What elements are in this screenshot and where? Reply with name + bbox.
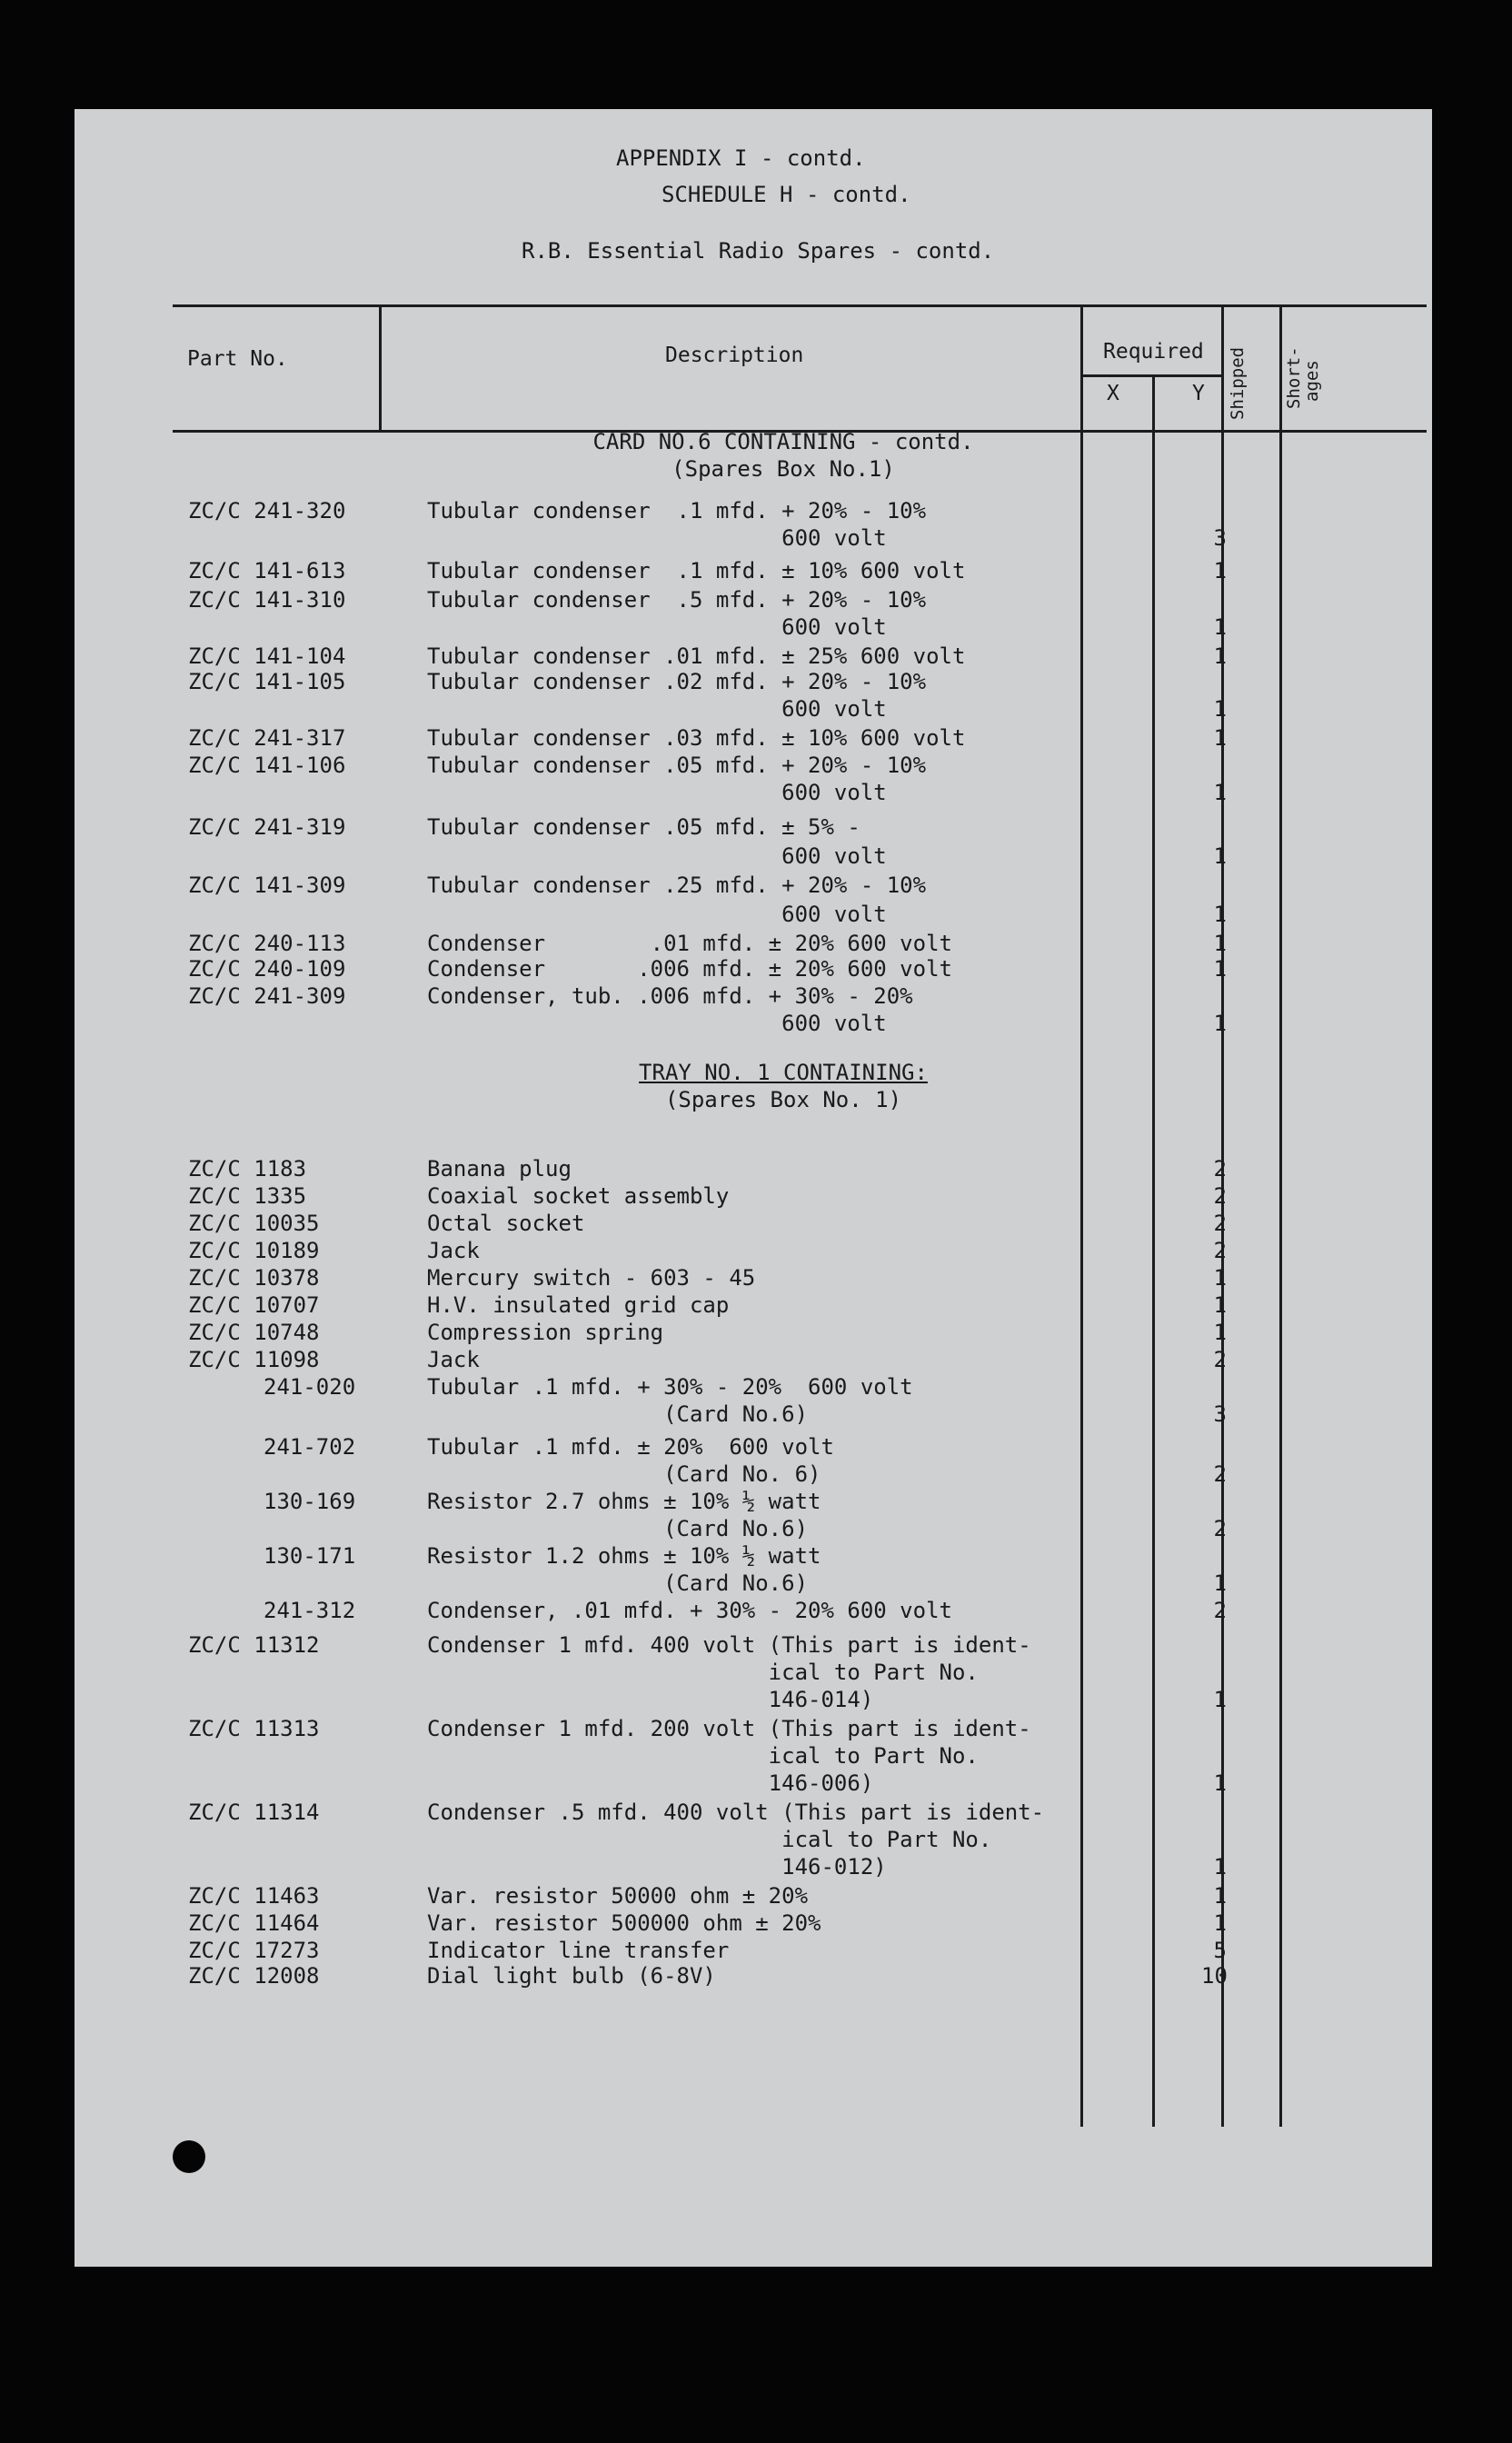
table-row xyxy=(75,1770,1432,1798)
description-cell: Var. resistor 50000 ohm ± 20% xyxy=(427,1883,809,1909)
part-number-cell: 241-312 xyxy=(264,1598,356,1623)
column-y: Y xyxy=(1192,382,1205,405)
description-cell: 600 volt xyxy=(427,780,887,805)
table-row xyxy=(75,669,1432,696)
required-y-cell: 1 xyxy=(1213,1910,1227,1936)
description-cell: Tubular .1 mfd. ± 20% 600 volt xyxy=(427,1434,834,1460)
description-cell: Compression spring xyxy=(427,1320,664,1345)
description-cell: Tubular condenser .05 mfd. ± 5% - xyxy=(427,814,860,840)
required-y-cell: 2 xyxy=(1213,1461,1227,1487)
table-row xyxy=(75,1320,1432,1347)
part-number-cell: ZC/C 12008 xyxy=(188,1963,320,1989)
required-y-cell: 1 xyxy=(1213,931,1227,956)
required-y-cell: 2 xyxy=(1213,1183,1227,1209)
table-row xyxy=(75,1543,1432,1570)
description-cell: Tubular .1 mfd. + 30% - 20% 600 volt xyxy=(427,1374,913,1400)
required-y-cell: 1 xyxy=(1213,1320,1227,1345)
description-cell: ical to Part No. xyxy=(427,1743,979,1769)
description-cell: Condenser .006 mfd. ± 20% 600 volt xyxy=(427,956,952,982)
table-row xyxy=(75,1011,1432,1038)
required-y-cell: 1 xyxy=(1213,1011,1227,1036)
part-number-cell: ZC/C 10707 xyxy=(188,1292,320,1318)
table-row xyxy=(75,725,1432,753)
required-y-cell: 1 xyxy=(1213,1687,1227,1712)
column-shortages-line1: Short- xyxy=(1284,346,1304,409)
table-row xyxy=(75,1963,1432,1990)
description-cell: 600 volt xyxy=(427,525,887,551)
table-row xyxy=(75,1156,1432,1183)
required-y-cell: 1 xyxy=(1213,1570,1227,1596)
description-cell: Tubular condenser .25 mfd. + 20% - 10% xyxy=(427,872,927,898)
table-row xyxy=(75,1632,1432,1660)
description-cell: Resistor 1.2 ohms ± 10% ½ watt xyxy=(427,1543,821,1569)
appendix-heading: APPENDIX I - contd. xyxy=(616,145,866,171)
description-cell: Dial light bulb (6-8V) xyxy=(427,1963,716,1989)
column-x: X xyxy=(1107,382,1119,405)
required-y-cell: 2 xyxy=(1213,1156,1227,1182)
required-y-cell: 1 xyxy=(1213,780,1227,805)
part-desc-divider xyxy=(379,304,382,430)
required-y-cell: 3 xyxy=(1213,1401,1227,1427)
table-row xyxy=(75,1687,1432,1714)
description-cell: Coaxial socket assembly xyxy=(427,1183,730,1209)
part-number-cell: ZC/C 1335 xyxy=(188,1183,307,1209)
description-cell: Var. resistor 500000 ohm ± 20% xyxy=(427,1910,821,1936)
document-page xyxy=(75,109,1432,2267)
section-card6-heading: CARD NO.6 CONTAINING - contd. xyxy=(592,429,974,454)
table-row xyxy=(75,872,1432,900)
part-number-cell: ZC/C 141-310 xyxy=(188,587,346,613)
description-cell: Tubular condenser .1 mfd. + 20% - 10% xyxy=(427,498,927,524)
required-y-cell: 1 xyxy=(1213,1883,1227,1909)
description-cell: Condenser .01 mfd. ± 20% 600 volt xyxy=(427,931,952,956)
part-number-cell: ZC/C 10035 xyxy=(188,1211,320,1236)
required-y-cell: 1 xyxy=(1213,1770,1227,1796)
table-row xyxy=(75,753,1432,780)
description-cell: 600 volt xyxy=(427,696,887,722)
description-cell: Tubular condenser .1 mfd. ± 10% 600 volt xyxy=(427,558,966,583)
part-number-cell: ZC/C 240-113 xyxy=(188,931,346,956)
table-row xyxy=(75,931,1432,958)
table-row xyxy=(75,1827,1432,1854)
part-number-cell: ZC/C 11313 xyxy=(188,1716,320,1741)
required-y-cell: 2 xyxy=(1213,1211,1227,1236)
description-cell: ical to Part No. xyxy=(427,1827,992,1852)
description-cell: 146-006) xyxy=(427,1770,874,1796)
description-cell: Jack xyxy=(427,1238,480,1263)
table-row xyxy=(75,1434,1432,1461)
required-y-cell: 1 xyxy=(1213,1854,1227,1880)
description-cell: (Card No. 6) xyxy=(427,1461,821,1487)
table-row xyxy=(75,614,1432,642)
table-row xyxy=(75,1854,1432,1881)
table-row xyxy=(75,525,1432,553)
schedule-heading: SCHEDULE H - contd. xyxy=(662,182,911,207)
table-row xyxy=(75,1265,1432,1292)
punch-hole xyxy=(173,2140,205,2173)
section-card6-subheading: (Spares Box No.1) xyxy=(671,456,895,482)
part-number-cell: ZC/C 241-309 xyxy=(188,983,346,1009)
required-y-cell: 1 xyxy=(1213,956,1227,982)
description-cell: Jack xyxy=(427,1347,480,1372)
description-cell: 600 volt xyxy=(427,614,887,640)
part-number-cell: ZC/C 240-109 xyxy=(188,956,346,982)
part-number-cell: ZC/C 11098 xyxy=(188,1347,320,1372)
required-y-cell: 1 xyxy=(1213,696,1227,722)
required-y-cell: 1 xyxy=(1213,643,1227,669)
part-number-cell: ZC/C 17273 xyxy=(188,1938,320,1963)
required-y-cell: 1 xyxy=(1213,725,1227,751)
table-row xyxy=(75,643,1432,671)
description-cell: ical to Part No. xyxy=(427,1660,979,1685)
description-cell: Condenser 1 mfd. 400 volt (This part is ident- xyxy=(427,1632,1031,1658)
description-cell: 600 volt xyxy=(427,1011,887,1036)
part-number-cell: ZC/C 141-105 xyxy=(188,669,346,694)
description-cell: (Card No.6) xyxy=(427,1401,809,1427)
part-number-cell: ZC/C 11312 xyxy=(188,1632,320,1658)
part-number-cell: ZC/C 10378 xyxy=(188,1265,320,1291)
table-row xyxy=(75,1211,1432,1238)
column-shipped: Shipped xyxy=(1228,346,1248,420)
table-row xyxy=(75,587,1432,614)
description-cell: (Card No.6) xyxy=(427,1570,809,1596)
description-cell: 146-012) xyxy=(427,1854,887,1880)
table-row xyxy=(75,1598,1432,1625)
part-number-cell: ZC/C 10748 xyxy=(188,1320,320,1345)
table-row xyxy=(75,1570,1432,1598)
column-description: Description xyxy=(665,344,804,367)
description-cell: Octal socket xyxy=(427,1211,585,1236)
table-row xyxy=(75,843,1432,871)
required-y-cell: 2 xyxy=(1213,1516,1227,1541)
table-row xyxy=(75,1374,1432,1401)
part-number-cell: ZC/C 241-320 xyxy=(188,498,346,524)
table-row xyxy=(75,1238,1432,1265)
part-number-cell: ZC/C 241-319 xyxy=(188,814,346,840)
table-row xyxy=(75,1938,1432,1965)
column-shortages-line2: ages xyxy=(1302,360,1322,402)
column-required: Required xyxy=(1103,340,1204,364)
table-top-rule xyxy=(173,304,1427,307)
part-number-cell: ZC/C 141-309 xyxy=(188,872,346,898)
description-cell: (Card No.6) xyxy=(427,1516,809,1541)
part-number-cell: ZC/C 141-106 xyxy=(188,753,346,778)
required-y-cell: 1 xyxy=(1213,558,1227,583)
description-cell: Condenser 1 mfd. 200 volt (This part is ident- xyxy=(427,1716,1031,1741)
description-cell: Condenser .5 mfd. 400 volt (This part is ident- xyxy=(427,1800,1045,1825)
part-number-cell: ZC/C 11314 xyxy=(188,1800,320,1825)
description-cell: 600 volt xyxy=(427,902,887,927)
part-number-cell: 241-020 xyxy=(264,1374,356,1400)
table-row xyxy=(75,1461,1432,1489)
table-row xyxy=(75,956,1432,983)
part-number-cell: ZC/C 141-104 xyxy=(188,643,346,669)
table-row xyxy=(75,1401,1432,1429)
table-row xyxy=(75,1183,1432,1211)
section-tray1-heading: TRAY NO. 1 CONTAINING: xyxy=(639,1060,928,1085)
description-cell: Indicator line transfer xyxy=(427,1938,730,1963)
required-y-cell: 1 xyxy=(1213,843,1227,869)
required-y-cell: 10 xyxy=(1201,1963,1228,1989)
table-row xyxy=(75,1516,1432,1543)
table-row xyxy=(75,780,1432,807)
part-number-cell: ZC/C 1183 xyxy=(188,1156,307,1182)
required-subrule xyxy=(1080,374,1221,377)
description-cell: Mercury switch - 603 - 45 xyxy=(427,1265,756,1291)
description-cell: Condenser, .01 mfd. + 30% - 20% 600 volt xyxy=(427,1598,952,1623)
description-cell: Tubular condenser .5 mfd. + 20% - 10% xyxy=(427,587,927,613)
table-row xyxy=(75,1910,1432,1938)
description-cell: Banana plug xyxy=(427,1156,572,1182)
part-number-cell: 241-702 xyxy=(264,1434,356,1460)
required-y-cell: 1 xyxy=(1213,614,1227,640)
table-row xyxy=(75,1743,1432,1770)
table-row xyxy=(75,902,1432,929)
part-number-cell: ZC/C 241-317 xyxy=(188,725,346,751)
description-cell: Condenser, tub. .006 mfd. + 30% - 20% xyxy=(427,983,913,1009)
table-row xyxy=(75,1800,1432,1827)
description-cell: Tubular condenser .05 mfd. + 20% - 10% xyxy=(427,753,927,778)
table-row xyxy=(75,1292,1432,1320)
part-number-cell: ZC/C 141-613 xyxy=(188,558,346,583)
description-cell: 600 volt xyxy=(427,843,887,869)
part-number-cell: ZC/C 10189 xyxy=(188,1238,320,1263)
description-cell: Resistor 2.7 ohms ± 10% ½ watt xyxy=(427,1489,821,1514)
required-y-cell: 2 xyxy=(1213,1347,1227,1372)
required-y-cell: 2 xyxy=(1213,1598,1227,1623)
table-row xyxy=(75,696,1432,723)
required-y-cell: 1 xyxy=(1213,902,1227,927)
required-y-cell: 1 xyxy=(1213,1265,1227,1291)
required-y-cell: 5 xyxy=(1213,1938,1227,1963)
description-cell: Tubular condenser .03 mfd. ± 10% 600 volt xyxy=(427,725,966,751)
description-cell: Tubular condenser .02 mfd. + 20% - 10% xyxy=(427,669,927,694)
description-cell: H.V. insulated grid cap xyxy=(427,1292,730,1318)
table-row xyxy=(75,1489,1432,1516)
section-tray1-subheading: (Spares Box No. 1) xyxy=(664,1087,902,1112)
part-number-cell: 130-169 xyxy=(264,1489,356,1514)
column-part-no: Part No. xyxy=(187,347,288,371)
required-y-cell: 2 xyxy=(1213,1238,1227,1263)
table-row xyxy=(75,558,1432,585)
description-cell: 146-014) xyxy=(427,1687,874,1712)
table-row xyxy=(75,1347,1432,1374)
table-row xyxy=(75,498,1432,525)
table-row xyxy=(75,814,1432,842)
document-title: R.B. Essential Radio Spares - contd. xyxy=(522,238,995,264)
required-y-cell: 1 xyxy=(1213,1292,1227,1318)
table-row xyxy=(75,1716,1432,1743)
table-row xyxy=(75,1883,1432,1910)
required-y-cell: 3 xyxy=(1213,525,1227,551)
table-row xyxy=(75,983,1432,1011)
part-number-cell: ZC/C 11463 xyxy=(188,1883,320,1909)
table-row xyxy=(75,1660,1432,1687)
part-number-cell: 130-171 xyxy=(264,1543,356,1569)
part-number-cell: ZC/C 11464 xyxy=(188,1910,320,1936)
description-cell: Tubular condenser .01 mfd. ± 25% 600 volt xyxy=(427,643,966,669)
